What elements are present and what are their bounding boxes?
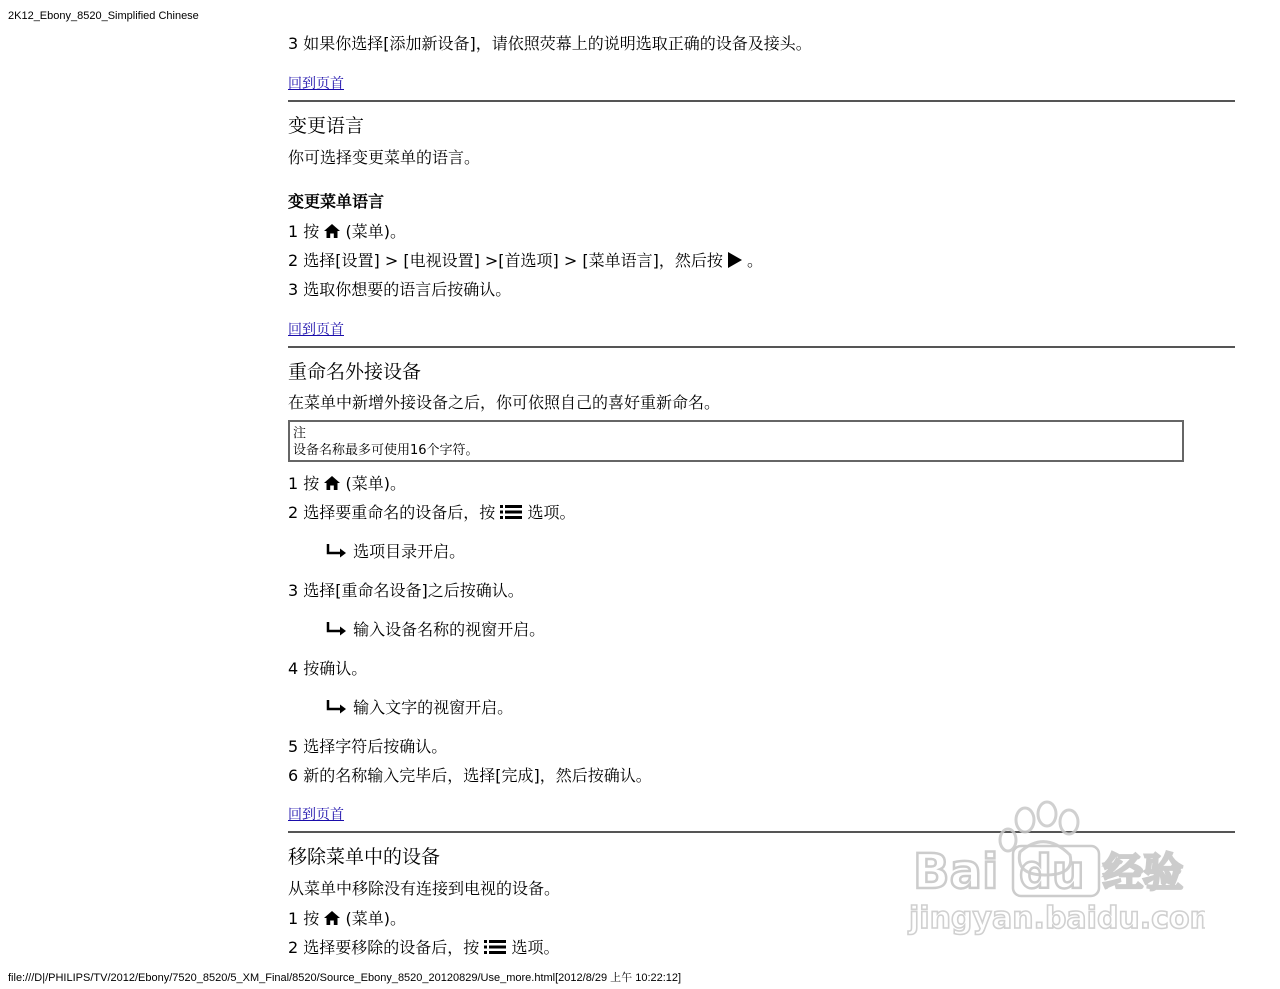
home-icon bbox=[324, 910, 340, 929]
back-to-top-link[interactable]: 回到页首 bbox=[288, 76, 344, 92]
language-step-2 bbox=[288, 248, 763, 272]
back-to-top-link[interactable]: 回到页首 bbox=[288, 807, 344, 823]
rename-step-3: 3 选择[重命名设备]之后按确认。 bbox=[288, 581, 524, 600]
page-footer-path: file:///D|/PHILIPS/TV/2012/Ebony/7520_8520/5_XM_Final/8520/Source_Ebony_8520_20120829/Use_more.html[2012/8/29 上午 10:22:12] bbox=[8, 972, 682, 984]
note-box bbox=[288, 420, 1184, 462]
svg-text:jingyan.baidu.com: jingyan.baidu.com bbox=[909, 901, 1205, 936]
note-text: 设备名称最多可使用16个字符。 bbox=[293, 443, 479, 458]
result-text: 输入文字的视窗开启。 bbox=[353, 698, 514, 717]
rename-step-4: 4 按确认。 bbox=[288, 659, 368, 678]
rename-step-2-result bbox=[326, 539, 465, 563]
svg-text:du: du bbox=[1019, 845, 1085, 899]
svg-text:Bai: Bai bbox=[913, 844, 999, 900]
section-title-change-language: 变更语言 bbox=[288, 115, 365, 137]
result-text: 选项目录开启。 bbox=[353, 542, 466, 561]
options-list-icon bbox=[500, 504, 522, 524]
step-text: (菜单)。 bbox=[345, 474, 406, 493]
section-intro: 在菜单中新增外接设备之后，你可依照自己的喜好重新命名。 bbox=[288, 393, 721, 412]
home-icon bbox=[324, 223, 340, 242]
add-device-step-3: 3 如果你选择[添加新设备]，请依照荧幕上的说明选取正确的设备及接头。 bbox=[288, 34, 812, 53]
result-text: 输入设备名称的视窗开启。 bbox=[353, 620, 546, 639]
section-intro: 从菜单中移除没有连接到电视的设备。 bbox=[288, 879, 561, 898]
step-text: 选项。 bbox=[511, 938, 560, 957]
step-text: (菜单)。 bbox=[345, 222, 406, 241]
section-title-remove-device: 移除菜单中的设备 bbox=[288, 846, 441, 868]
result-arrow-icon bbox=[326, 699, 348, 719]
rename-step-1 bbox=[288, 471, 406, 494]
options-list-icon bbox=[484, 939, 506, 959]
language-step-1 bbox=[288, 219, 406, 242]
step-text: 选项。 bbox=[527, 503, 576, 522]
play-icon bbox=[728, 252, 742, 272]
svg-text:经验: 经验 bbox=[1103, 850, 1183, 896]
back-to-top-link[interactable]: 回到页首 bbox=[288, 322, 344, 338]
rename-step-5: 5 选择字符后按确认。 bbox=[288, 737, 448, 756]
step-text: 2 选择要重命名的设备后，按 bbox=[288, 503, 496, 522]
section-divider bbox=[288, 346, 1235, 348]
rename-step-6: 6 新的名称输入完毕后，选择[完成]，然后按确认。 bbox=[288, 766, 652, 785]
section-divider bbox=[288, 100, 1235, 102]
baidu-jingyan-watermark-logo bbox=[905, 800, 1205, 940]
page-header-title: 2K12_Ebony_8520_Simplified Chinese bbox=[8, 10, 199, 22]
rename-step-2 bbox=[288, 500, 575, 524]
rename-step-4-result bbox=[326, 695, 513, 719]
step-text: 1 按 bbox=[288, 474, 320, 493]
subsection-title: 变更菜单语言 bbox=[288, 192, 385, 211]
step-text: 2 选择[设置] > [电视设置] >[首选项] > [菜单语言]，然后按 bbox=[288, 251, 723, 270]
step-text: 1 按 bbox=[288, 909, 320, 928]
note-label: 注 bbox=[293, 426, 307, 441]
result-arrow-icon bbox=[326, 621, 348, 641]
result-arrow-icon bbox=[326, 543, 348, 563]
language-step-3: 3 选取你想要的语言后按确认。 bbox=[288, 280, 512, 299]
remove-step-2 bbox=[288, 935, 559, 959]
rename-step-3-result bbox=[326, 617, 545, 641]
step-text: 1 按 bbox=[288, 222, 320, 241]
step-text: 2 选择要移除的设备后，按 bbox=[288, 938, 480, 957]
section-intro: 你可选择变更菜单的语言。 bbox=[288, 148, 481, 167]
remove-step-1 bbox=[288, 906, 406, 929]
step-text: (菜单)。 bbox=[345, 909, 406, 928]
section-title-rename-device: 重命名外接设备 bbox=[288, 361, 422, 383]
home-icon bbox=[324, 475, 340, 494]
step-text: 。 bbox=[747, 251, 764, 270]
